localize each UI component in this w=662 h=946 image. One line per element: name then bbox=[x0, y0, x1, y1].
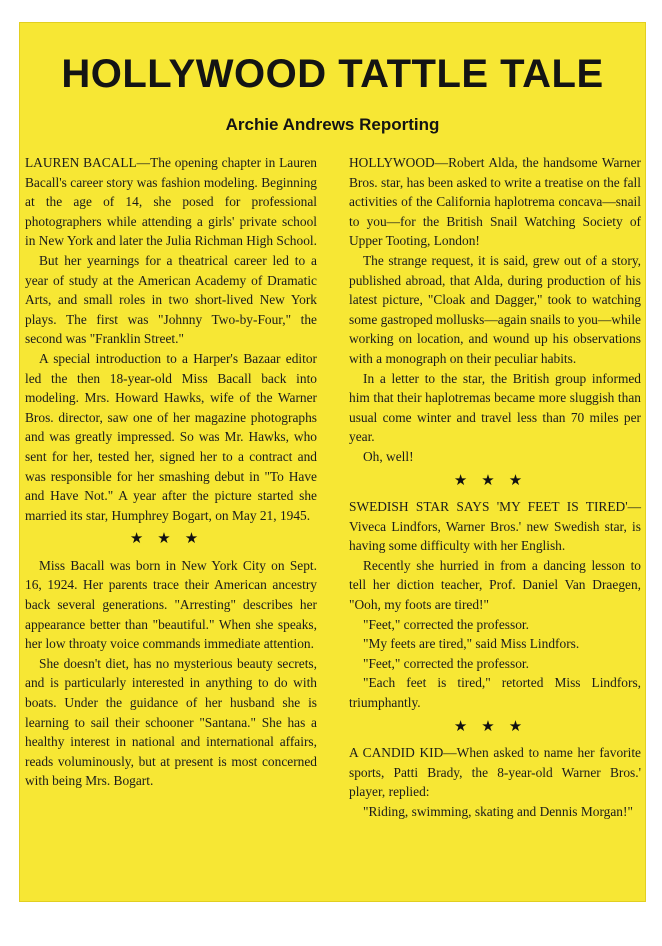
byline: Archie Andrews Reporting bbox=[225, 115, 440, 134]
star-separator: ★★★ bbox=[129, 531, 213, 548]
article-paragraph: In a letter to the star, the British group informed him that their haplotremas became more sluggish than usual come winter and travel less than 70 miles per year. bbox=[349, 370, 641, 445]
star-separator: ★★★ bbox=[453, 472, 537, 489]
article-paragraph: But her yearnings for a theatrical career led to a year of study at the American Academy of Dramatic Arts, and small roles in two short-lived New York plays. The first was "Johnny Two-by-Four," the second was "Franklin Street." bbox=[25, 252, 317, 347]
article-paragraph: "My feets are tired," said Miss Lindfors. bbox=[363, 636, 580, 652]
article-paragraph: "Each feet is tired," retorted Miss Lindfors, triumphantly. bbox=[349, 675, 641, 711]
star-separator: ★★★ bbox=[453, 718, 537, 735]
article-paragraph: A CANDID KID—When asked to name her favorite sports, Patti Brady, the 8-year-old Warner Bros.' player, replied: bbox=[349, 745, 641, 800]
article-paragraph: LAUREN BACALL—The opening chapter in Lauren Bacall's career story was fashion modeling. Beginning at the age of 14, she posed for professional photographers while attending a girls' private school in New York and later the Julia Richman High School. bbox=[25, 155, 317, 249]
magazine-page bbox=[19, 22, 646, 902]
article-paragraph: "Riding, swimming, skating and Dennis Morgan!" bbox=[363, 804, 633, 819]
article-paragraph: A special introduction to a Harper's Bazaar editor led the then 18-year-old Miss Bacall back into modeling. Mrs. Howard Hawks, wife of the Warner Bros. director, saw one of her magazine photographs and was greatly impressed. So was Mr. Hawks, who sent for her, tested her, signed her to a contract and was responsible for her smashing debut in "To Have and Have Not." A year after the picture started she married its star, Humphrey Bogart, on May 21, 1945. bbox=[25, 350, 317, 523]
article-paragraph: Recently she hurried in from a dancing lesson to tell her diction teacher, Prof. Daniel Van Draegen, "Ooh, my foots are tired!" bbox=[349, 557, 641, 613]
article-paragraph: SWEDISH STAR SAYS 'MY FEET IS TIRED'—Viveca Lindfors, Warner Bros.' new Swedish star, is having some difficulty with her English. bbox=[349, 499, 641, 554]
left-column bbox=[25, 153, 317, 791]
article-paragraph: "Feet," corrected the professor. bbox=[363, 655, 529, 671]
article-paragraph: Miss Bacall was born in New York City on Sept. 16, 1924. Her parents trace their American ancestry back several generations. "Arresting" describes her appearance better than "beautiful." When she speaks, her low throaty voice commands immediate attention. bbox=[25, 557, 317, 652]
article-paragraph: The strange request, it is said, grew out of a story, published abroad, that Alda, during production of his latest picture, "Cloak and Dagger," took to watching some gastroped mollusks—again snails to you—while working on location, and wound up his observations with a monograph on their peculiar habits. bbox=[349, 252, 641, 366]
article-paragraph: "Feet," corrected the professor. bbox=[363, 616, 529, 632]
article-paragraph: Oh, well! bbox=[363, 448, 414, 464]
right-column bbox=[349, 153, 641, 822]
article-paragraph: She doesn't diet, has no mysterious beauty secrets, and is particularly interested in anything to do with boats. Under the guidance of her husband she is learning to sail their schooner "Santana." She has a healthy interest in national and international affairs, reads voluminously, but at present is most concerned with being Mrs. Bogart. bbox=[25, 655, 317, 789]
article-paragraph: HOLLYWOOD—Robert Alda, the handsome Warner Bros. star, has been asked to write a treatise on the fall activities of the California haplotrema concava—snail to you—for the British Snail Watching Society of Upper Tooting, London! bbox=[349, 155, 641, 249]
page-title: HOLLYWOOD TATTLE TALE bbox=[61, 52, 604, 96]
